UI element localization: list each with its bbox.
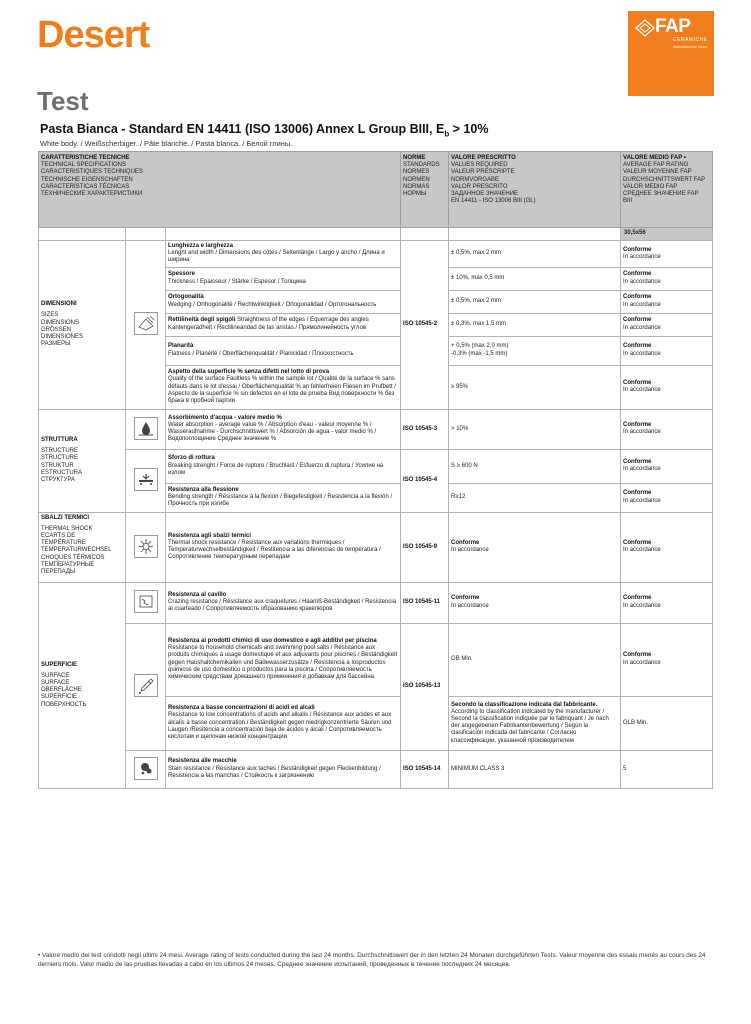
header-line: CARACTERISTIQUES TECHNIQUES <box>41 169 143 176</box>
dimensions-icon-cell <box>126 241 166 410</box>
group-line: TEMPERATURWECHSEL <box>41 547 112 554</box>
spec-heading <box>40 122 488 139</box>
value-required: > 10% <box>449 409 621 449</box>
in-accordance: In accordance <box>623 350 661 357</box>
conforme: Conforme <box>451 595 480 602</box>
logo-mark-icon <box>635 19 655 37</box>
group-sbalzi <box>39 512 126 582</box>
value-fap: GLB Min. <box>621 696 713 750</box>
row-desc: Thickness / Epaisseur / Stärke / Espesor / Толщина <box>168 278 306 285</box>
value-desc: According to classification indicated by the manufacturer / Second la classification indiquée par le fabriquant / Je nach der angegebenen Fabrikantenbewertung / Según la clasificación indicada del fabricante / Согласно классификации, указанной производителем <box>451 708 609 744</box>
value-fap: 5 <box>621 750 713 788</box>
header-line: СРЕДНЕЕ ЗНАЧЕНИЕ FAP <box>623 191 699 198</box>
heading-sub: b <box>444 129 450 139</box>
table-row <box>39 409 713 449</box>
header-characteristics <box>39 152 401 228</box>
value-fap <box>621 290 713 313</box>
empty-cell <box>39 228 126 241</box>
row-title: Ortogonalità <box>168 294 204 301</box>
group-struttura <box>39 409 126 512</box>
value-fap <box>621 241 713 268</box>
value-required: GB Min. <box>449 623 621 696</box>
row-aspetto <box>166 365 401 409</box>
header-line: DURCHSCHNITTSWERT FAP <box>623 176 706 183</box>
conforme: Conforme <box>623 294 652 301</box>
group-dimensioni <box>39 241 126 410</box>
row-title: Rettilineità degli spigoli <box>168 317 236 324</box>
header-line: EN 14411 - ISO 13006 BIII (GL) <box>451 198 536 205</box>
brand-title: Desert <box>37 14 150 56</box>
in-accordance: In accordance <box>623 301 661 308</box>
value-title: Secondo la classificazione indicata dal fabbricante. <box>451 701 598 708</box>
empty-cell <box>449 228 621 241</box>
header-line: BIII <box>623 198 633 205</box>
row-desc: Water absorption - average value % / Absorption d'eau - valeur moyenne % / Wasseraufnahme - Durchschnittswert % / Absorción de agua - valor medio % / Водопоглощение Среднее значение % <box>168 421 377 443</box>
row-desc: Resistance to household chemicals and swimming pool salts / Résistance aux produits chimiques à usage domestique et aux adjuvants pour piscines / Beständigkeit gegen Haushaltchemikalien und Badewasserzusätze / Resistencia a losproductos quimicos de uso domestico o productos para la piscina / Сопротивляемость химическим средствам домашнего применения и добавкам для бассейна. <box>168 645 398 681</box>
norm-10545-14: ISO 10545-14 <box>401 750 449 788</box>
header-line: AVERAGE FAP RATING <box>623 162 689 169</box>
group-line: ECARTS DE <box>41 533 76 540</box>
group-line: ТЕМПЕРАТУРНЫЕ <box>41 561 95 568</box>
row-title: Assorbimento d'acqua - valore medio % <box>168 414 282 421</box>
row-sbalzi <box>166 512 401 582</box>
group-line: SIZES <box>41 312 59 319</box>
conforme: Conforme <box>623 539 652 546</box>
conforme: Conforme <box>623 421 652 428</box>
row-title: Resistenza alle macchie <box>168 758 237 765</box>
heading-prefix: Pasta Bianca - Standard EN 14411 (ISO 13006) Annex L Group BIII, E <box>40 122 445 136</box>
crazing-icon-cell <box>126 582 166 623</box>
conforme: Conforme <box>623 595 652 602</box>
absorption-icon-cell <box>126 409 166 449</box>
row-desc: Breaking strenght / Force de rupture / Bruchlast / Esfuerzo di ruptura / Усилие на излом <box>168 462 384 476</box>
norm-10545-2: ISO 10545-2 <box>401 241 449 410</box>
row-desc: Stain resistance / Résistance aux taches / Beständigkeit gegen Fleckenbildung / Resistencia a las manchas / Стойкость к загрязнению <box>168 765 381 779</box>
stain-icon <box>134 757 158 780</box>
header-line: ЗАДАННОЕ ЗНАЧЕНИЕ <box>451 191 519 198</box>
chemical-icon-cell <box>126 623 166 750</box>
group-line: THERMAL SHOCK <box>41 525 93 532</box>
table-row <box>39 449 713 483</box>
row-sforzo <box>166 449 401 483</box>
group-line: STRUCTURE <box>41 455 78 462</box>
value-required: ± 0,5%, max 2 mm <box>449 241 621 268</box>
heading-suffix: > 10% <box>449 122 489 136</box>
group-line: SURFACE <box>41 672 70 679</box>
row-rettilineita <box>166 313 401 336</box>
size-label: 30,5x56 <box>621 228 713 241</box>
header-line: TECHNICAL SPECIFICATIONS <box>41 162 127 169</box>
table-header-row <box>39 152 713 228</box>
row-title: Spessore <box>168 271 196 278</box>
value-fap <box>621 267 713 290</box>
stain-icon-cell <box>126 750 166 788</box>
value-fap <box>621 483 713 512</box>
row-desc: Quality of the surface Faultless % within the sample lot / Qualité de la surface % sans défauts dans le lot d'essai / Oberflächenqualität % an fehlerfreien Fliesen im Prufbett / Aspecto de la superficie % sin defectos en el lote de prueba Вид поверхности % без брака в пробной партии <box>168 376 396 404</box>
pipette-icon <box>134 674 158 697</box>
conforme: Conforme <box>623 458 652 465</box>
value-required: ± 0,5%, max 2 mm <box>449 290 621 313</box>
value-required: ± 10%, max 0,5 mm <box>449 267 621 290</box>
header-fap-title: VALORE MEDIO FAP • <box>623 155 686 161</box>
row-desc: Flatness / Planéité / Oberflächenqualität / Planicidad / Плоскостность <box>168 350 354 357</box>
row-title: Aspetto della superficie % senza difetti nel lotto di prova <box>168 369 330 376</box>
in-accordance: In accordance <box>623 602 661 609</box>
in-accordance: In accordance <box>623 429 661 436</box>
in-accordance: In accordance <box>451 547 489 554</box>
table-row <box>39 582 713 623</box>
group-line: CHOQUES TÉRMICOS <box>41 554 105 561</box>
in-accordance: In accordance <box>623 659 661 666</box>
header-required-title: VALORE PRESCRITTO <box>451 155 516 161</box>
conforme: Conforme <box>623 271 652 278</box>
breaking-icon-cell <box>126 449 166 512</box>
row-acidi <box>166 696 401 750</box>
header-line: VALEUR PRESCRIPTE <box>451 169 515 176</box>
conforme: Conforme <box>623 652 652 659</box>
group-line: DIMENSIONES <box>41 334 84 340</box>
value-fap <box>621 512 713 582</box>
logo-line2: Naturalmente casa. <box>673 44 708 49</box>
snowflake-sun-icon <box>134 535 158 558</box>
table-row <box>39 512 713 582</box>
group-line: SURFACE <box>41 679 70 686</box>
header-line: TECHNISCHE EIGENSCHAFTEN <box>41 176 133 183</box>
header-fap-average <box>621 152 713 228</box>
header-required <box>449 152 621 228</box>
value-fap <box>621 623 713 696</box>
value-fap <box>621 449 713 483</box>
row-planarita <box>166 336 401 365</box>
group-line: OBERFLÄCHE <box>41 687 82 694</box>
empty-cell <box>401 228 449 241</box>
row-desc: Resistance to low concentrations of acids and alkalis / Résistance aux acides et aux alcalis à basse concentration / Beständigkeit gegen niedrigkonzentrierte Säuren und Laugen /Resitencia a concentración baja de ácidos y álcali / Сопротивляемость кислотам и щелочам низкой концентрации <box>168 712 392 740</box>
water-drop-icon <box>134 417 158 440</box>
row-cavillo <box>166 582 401 623</box>
logo-line1: CERAMICHE <box>673 37 708 43</box>
group-line: ПЕРЕПАДЫ <box>41 569 76 576</box>
row-desc: Straightness of the edges / Equerrage des angles Kantengeradheit / Rectilinearidad de las aristas / Прямолинейность углов <box>168 317 369 331</box>
row-title: Sforzo di rottura <box>168 455 215 462</box>
header-standards <box>401 152 449 228</box>
group-title: SBALZI TERMICI <box>41 514 89 521</box>
header-line: NORMEN <box>403 176 430 183</box>
row-desc: Lenght and width / Dimensions des côtés / Seitenlänge / Largo y ancho / Длина и ширина <box>168 250 385 264</box>
size-row <box>39 228 713 241</box>
value-required <box>449 696 621 750</box>
group-line: STRUCTURE <box>41 448 78 455</box>
row-assorbimento <box>166 409 401 449</box>
empty-cell <box>166 228 401 241</box>
in-accordance: In accordance <box>451 602 489 609</box>
group-line: СТРУКТУРА <box>41 477 76 484</box>
group-title: STRUTTURA <box>41 437 78 443</box>
row-title: Resistenza al cavillo <box>168 591 227 598</box>
header-line: NORMVORGABE <box>451 176 500 183</box>
group-superficie <box>39 582 126 788</box>
group-line: ESTRUCTURA <box>41 469 83 476</box>
group-line: STRUKTUR <box>41 462 74 469</box>
header-line: НОРМЫ <box>403 191 427 198</box>
group-title: SUPERFICIE <box>41 661 78 668</box>
norm-10545-13: ISO 10545-13 <box>401 623 449 750</box>
section-title: Test <box>37 86 89 116</box>
table-row <box>39 750 713 788</box>
value-required: + 0,5% (max 2,0 mm) -0,3% (max -1,5 mm) <box>449 336 621 365</box>
value-fap <box>621 582 713 623</box>
group-line: РАЗМЕРЫ <box>41 341 71 348</box>
header-characteristics-title: CARATTERISTICHE TECNICHE <box>41 155 130 161</box>
ruler-icon <box>134 312 158 335</box>
value-fap <box>621 336 713 365</box>
value-required <box>449 582 621 623</box>
in-accordance: In accordance <box>623 547 661 554</box>
group-line: ПОВЕРХНОСТЬ <box>41 701 87 708</box>
row-title: Resistenza agli sbalzi termici <box>168 532 252 539</box>
group-line: GRÖSSEN <box>41 326 72 333</box>
norm-10545-4: ISO 10545-4 <box>401 449 449 512</box>
header-line: NORMAS <box>403 183 430 190</box>
row-desc: Bending strength / Résistance à la flexion / Biegefestigkeit / Resistencia a la flexión / Прочность при изгибе <box>168 494 393 508</box>
logo-name: FAP <box>655 16 691 37</box>
header-line: VALOR MEDIO FAP <box>623 183 678 190</box>
conforme: Conforme <box>623 490 652 497</box>
header-standards-title: NORME <box>403 155 426 161</box>
footnote: • Valore medio dei test condotti negli ultimi 24 mesi. Average rating of tests conducted during the last 24 months. Durchschnittswert der in den letzten 24 Monaten durchgeführten Tests. Valeur moyenne des essais menés au cours des 24 derniers mois. Valor medio de las pruebas llevadas a cabo en los últimos 24 meses. Среднее значение испытаний, проведенных в течение последних 24 месяцев. <box>38 952 706 968</box>
in-accordance: In accordance <box>623 497 661 504</box>
conforme: Conforme <box>623 343 652 350</box>
row-title: Resistenza a basse concentrazioni di acidi ed alcali <box>168 705 315 712</box>
group-line: DIMENSIONS <box>41 319 80 326</box>
row-title: Resistenza ai prodotti chimici di uso domestico e agli additivi per piscina <box>168 638 377 644</box>
group-line: TEMPÉRATURE <box>41 540 86 547</box>
in-accordance: In accordance <box>623 253 661 260</box>
in-accordance: In accordance <box>623 387 661 394</box>
table-row <box>39 623 713 696</box>
header-line: ТЕХНИЧЕСКИЕ ХАРАКТЕРИСТИКИ <box>41 191 143 198</box>
value-fap <box>621 365 713 409</box>
row-resistenza-flessione <box>166 483 401 512</box>
row-title: Lunghezza e larghezza <box>168 243 234 249</box>
header-line: VALOR PRESCRITO <box>451 183 508 190</box>
value-fap <box>621 313 713 336</box>
row-desc: Wedging / Orthogonalité / Rechtwinkligkeit / Ortogonalidad / Ортогональность <box>168 301 377 308</box>
thermal-icon-cell <box>126 512 166 582</box>
header-line: STANDARDS <box>403 162 440 169</box>
conforme: Conforme <box>451 539 480 546</box>
row-lunghezza <box>166 241 401 268</box>
table-row <box>39 241 713 268</box>
empty-cell <box>126 228 166 241</box>
value-required: MINIMUM CLASS 3 <box>449 750 621 788</box>
group-line: SUPERFICIE <box>41 694 78 701</box>
value-fap <box>621 409 713 449</box>
spec-subheading: White body. / Weißscherbiger. / Pâte blanche. / Pasta blanca. / Белой глины. <box>40 139 293 148</box>
header-line: CARACTERÍSTICAS TÉCNICAS <box>41 183 130 190</box>
row-ortogonalita <box>166 290 401 313</box>
spec-table <box>38 151 713 789</box>
row-chimici <box>166 623 401 696</box>
conforme: Conforme <box>623 317 652 324</box>
value-required: S ≥ 600 N <box>449 449 621 483</box>
row-macchie <box>166 750 401 788</box>
header-line: VALUES REQUIRED <box>451 162 508 169</box>
conforme: Conforme <box>623 379 652 386</box>
header-line: NORMES <box>403 169 430 176</box>
value-required: ≥ 95% <box>449 365 621 409</box>
conforme: Conforme <box>623 246 652 253</box>
row-desc: Crazing resistance / Résistance aux craquetures / Haarriß-Beständigkeit / Resistencia al cuarteado / Сопротивляемость образованию кракелюров <box>168 599 397 613</box>
value-required <box>449 512 621 582</box>
crack-icon <box>134 590 158 613</box>
row-spessore <box>166 267 401 290</box>
group-title: DIMENSIONI <box>41 301 77 308</box>
value-required: R≥12 <box>449 483 621 512</box>
in-accordance: In accordance <box>623 278 661 285</box>
in-accordance: In accordance <box>623 324 661 331</box>
bending-test-icon <box>134 468 158 491</box>
row-title: Resistenza alla flessione <box>168 486 239 493</box>
row-desc: Thermal shock resistance / Resistance aux variations thermiques / Temperaturwechselbeständigkeit / Restitencia a las diferencias de temperatura / Сопротивление температурным перепадам <box>168 539 381 561</box>
norm-10545-9: ISO 10545-9 <box>401 512 449 582</box>
value-required: ± 0,3%, max 1,5 mm <box>449 313 621 336</box>
row-title: Planarità <box>168 343 194 350</box>
norm-10545-11: ISO 10545-11 <box>401 582 449 623</box>
norm-10545-3: ISO 10545-3 <box>401 409 449 449</box>
fap-logo <box>628 11 714 96</box>
header-line: VALEUR MOYENNE FAP <box>623 169 692 176</box>
in-accordance: In accordance <box>623 466 661 473</box>
